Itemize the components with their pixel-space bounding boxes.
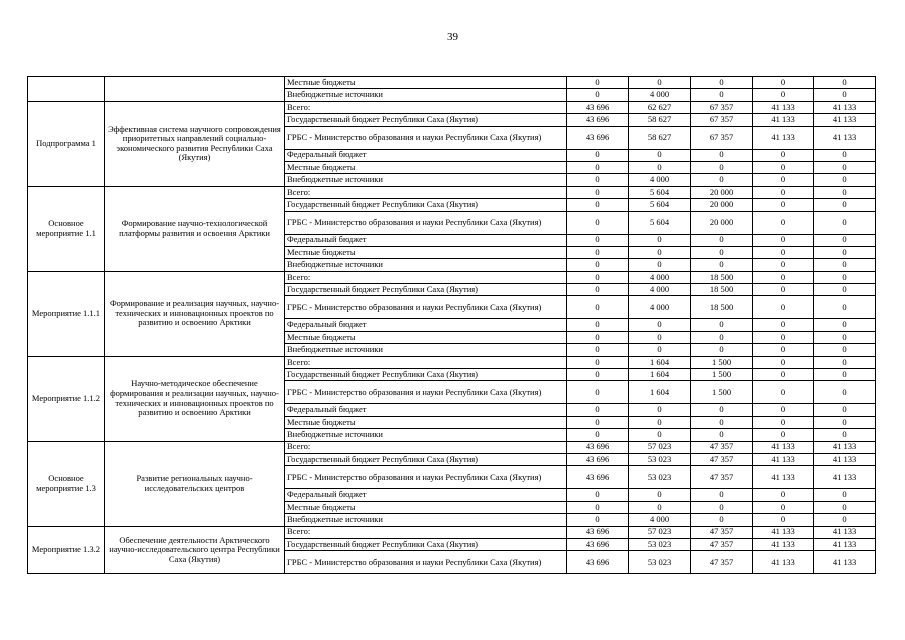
amount-cell: 4 000: [629, 174, 691, 186]
amount-cell: 58 627: [629, 126, 691, 149]
amount-cell: 0: [814, 174, 876, 186]
funding-source-cell: Всего:: [285, 101, 567, 113]
amount-cell: 0: [814, 501, 876, 513]
amount-cell: 0: [814, 186, 876, 198]
program-code-cell: Подпрограмма 1: [28, 101, 105, 186]
amount-cell: 41 133: [814, 114, 876, 126]
amount-cell: 41 133: [753, 441, 814, 453]
amount-cell: 0: [691, 501, 753, 513]
program-code-cell: Основное мероприятие 1.1: [28, 186, 105, 271]
amount-cell: 0: [814, 381, 876, 404]
amount-cell: 0: [567, 404, 629, 416]
funding-source-cell: Государственный бюджет Республики Саха (Якутия): [285, 199, 567, 211]
amount-cell: 0: [814, 161, 876, 173]
amount-cell: 0: [567, 319, 629, 331]
amount-cell: 58 627: [629, 114, 691, 126]
amount-cell: 0: [753, 404, 814, 416]
amount-cell: 0: [753, 284, 814, 296]
amount-cell: 0: [753, 89, 814, 101]
amount-cell: 0: [629, 344, 691, 356]
amount-cell: 41 133: [753, 551, 814, 574]
amount-cell: 41 133: [814, 526, 876, 538]
amount-cell: 0: [567, 501, 629, 513]
amount-cell: 0: [753, 199, 814, 211]
amount-cell: 0: [814, 319, 876, 331]
amount-cell: 1 604: [629, 356, 691, 368]
amount-cell: 0: [691, 89, 753, 101]
funding-source-cell: Государственный бюджет Республики Саха (Якутия): [285, 453, 567, 465]
funding-source-cell: Всего:: [285, 271, 567, 283]
funding-source-cell: ГРБС - Министерство образования и науки Республики Саха (Якутия): [285, 296, 567, 319]
amount-cell: 0: [567, 174, 629, 186]
funding-source-cell: Всего:: [285, 186, 567, 198]
amount-cell: 0: [814, 369, 876, 381]
amount-cell: 47 357: [691, 453, 753, 465]
amount-cell: 0: [567, 284, 629, 296]
amount-cell: 0: [691, 404, 753, 416]
funding-source-cell: Государственный бюджет Республики Саха (Якутия): [285, 369, 567, 381]
table-row: [28, 356, 876, 368]
amount-cell: 43 696: [567, 526, 629, 538]
funding-source-cell: Всего:: [285, 526, 567, 538]
funding-source-cell: Местные бюджеты: [285, 501, 567, 513]
amount-cell: 41 133: [753, 453, 814, 465]
amount-cell: 0: [814, 246, 876, 258]
amount-cell: 4 000: [629, 514, 691, 526]
table-row: [28, 186, 876, 198]
amount-cell: 0: [814, 211, 876, 234]
funding-source-cell: Местные бюджеты: [285, 416, 567, 428]
amount-cell: 62 627: [629, 101, 691, 113]
program-name-cell: [105, 77, 285, 102]
funding-source-cell: Государственный бюджет Республики Саха (Якутия): [285, 538, 567, 550]
amount-cell: 0: [753, 259, 814, 271]
funding-source-cell: Федеральный бюджет: [285, 149, 567, 161]
amount-cell: 0: [753, 356, 814, 368]
program-code-cell: Мероприятие 1.1.2: [28, 356, 105, 441]
amount-cell: 20 000: [691, 199, 753, 211]
amount-cell: 47 357: [691, 526, 753, 538]
amount-cell: 41 133: [814, 101, 876, 113]
amount-cell: 53 023: [629, 466, 691, 489]
funding-source-cell: Внебюджетные источники: [285, 174, 567, 186]
amount-cell: 0: [814, 404, 876, 416]
amount-cell: 0: [753, 489, 814, 501]
amount-cell: 1 604: [629, 381, 691, 404]
amount-cell: 0: [691, 149, 753, 161]
amount-cell: 0: [567, 161, 629, 173]
amount-cell: 0: [629, 429, 691, 441]
amount-cell: 0: [691, 319, 753, 331]
amount-cell: 0: [814, 429, 876, 441]
amount-cell: 41 133: [753, 466, 814, 489]
amount-cell: 43 696: [567, 453, 629, 465]
amount-cell: 0: [629, 489, 691, 501]
program-name-cell: Развитие региональных научно-исследовательских центров: [105, 441, 285, 526]
amount-cell: 0: [567, 259, 629, 271]
amount-cell: 43 696: [567, 101, 629, 113]
amount-cell: 0: [629, 77, 691, 89]
amount-cell: 43 696: [567, 126, 629, 149]
amount-cell: 18 500: [691, 284, 753, 296]
amount-cell: 4 000: [629, 89, 691, 101]
amount-cell: 0: [753, 77, 814, 89]
amount-cell: 0: [814, 234, 876, 246]
program-name-cell: Эффективная система научного сопровождения приоритетных направлений социально-экономического развития Республики Саха (Якутия): [105, 101, 285, 186]
amount-cell: 0: [567, 271, 629, 283]
table-row: [28, 101, 876, 113]
amount-cell: 47 357: [691, 441, 753, 453]
amount-cell: 0: [753, 161, 814, 173]
funding-source-cell: Государственный бюджет Республики Саха (Якутия): [285, 114, 567, 126]
amount-cell: 0: [814, 331, 876, 343]
amount-cell: 41 133: [753, 101, 814, 113]
amount-cell: 0: [753, 331, 814, 343]
amount-cell: 0: [814, 489, 876, 501]
amount-cell: 0: [814, 416, 876, 428]
amount-cell: 0: [753, 186, 814, 198]
amount-cell: 0: [567, 89, 629, 101]
amount-cell: 0: [814, 199, 876, 211]
program-name-cell: Формирование и реализация научных, научно-технических и инновационных проектов по развитию и освоению Арктики: [105, 271, 285, 356]
amount-cell: 67 357: [691, 114, 753, 126]
amount-cell: 57 023: [629, 441, 691, 453]
program-code-cell: Мероприятие 1.1.1: [28, 271, 105, 356]
amount-cell: 4 000: [629, 284, 691, 296]
amount-cell: 0: [691, 489, 753, 501]
amount-cell: 0: [753, 296, 814, 319]
amount-cell: 67 357: [691, 101, 753, 113]
amount-cell: 0: [567, 344, 629, 356]
program-code-cell: [28, 77, 105, 102]
amount-cell: 0: [814, 271, 876, 283]
amount-cell: 0: [753, 429, 814, 441]
amount-cell: 0: [629, 416, 691, 428]
amount-cell: 0: [691, 514, 753, 526]
amount-cell: 0: [567, 246, 629, 258]
funding-source-cell: Федеральный бюджет: [285, 489, 567, 501]
amount-cell: 0: [567, 186, 629, 198]
program-code-cell: Основное мероприятие 1.3: [28, 441, 105, 526]
amount-cell: 0: [814, 284, 876, 296]
amount-cell: 41 133: [814, 126, 876, 149]
amount-cell: 0: [567, 369, 629, 381]
amount-cell: 0: [567, 149, 629, 161]
program-code-cell: Мероприятие 1.3.2: [28, 526, 105, 574]
amount-cell: 41 133: [814, 538, 876, 550]
funding-source-cell: Внебюджетные источники: [285, 259, 567, 271]
amount-cell: 0: [691, 174, 753, 186]
amount-cell: 0: [567, 331, 629, 343]
amount-cell: 20 000: [691, 211, 753, 234]
amount-cell: 41 133: [814, 551, 876, 574]
amount-cell: 41 133: [753, 538, 814, 550]
funding-source-cell: Внебюджетные источники: [285, 344, 567, 356]
amount-cell: 0: [691, 234, 753, 246]
amount-cell: 47 357: [691, 551, 753, 574]
amount-cell: 0: [753, 319, 814, 331]
funding-source-cell: Внебюджетные источники: [285, 429, 567, 441]
amount-cell: 43 696: [567, 466, 629, 489]
amount-cell: 1 500: [691, 369, 753, 381]
amount-cell: 47 357: [691, 538, 753, 550]
program-name-cell: Обеспечение деятельности Арктического научно-исследовательского центра Республики Саха (Якутия): [105, 526, 285, 574]
amount-cell: 0: [567, 356, 629, 368]
amount-cell: 0: [691, 77, 753, 89]
program-name-cell: Научно-методическое обеспечение формирования и реализации научных, научно-технических и инновационных проектов по развитию и освоению Арктики: [105, 356, 285, 441]
amount-cell: 43 696: [567, 114, 629, 126]
amount-cell: 0: [814, 89, 876, 101]
amount-cell: 0: [753, 271, 814, 283]
amount-cell: 0: [629, 319, 691, 331]
funding-source-cell: Всего:: [285, 356, 567, 368]
funding-source-cell: Местные бюджеты: [285, 77, 567, 89]
amount-cell: 41 133: [814, 441, 876, 453]
amount-cell: 47 357: [691, 466, 753, 489]
funding-source-cell: Местные бюджеты: [285, 331, 567, 343]
amount-cell: 0: [567, 296, 629, 319]
amount-cell: 67 357: [691, 126, 753, 149]
amount-cell: 0: [753, 369, 814, 381]
amount-cell: 41 133: [753, 526, 814, 538]
funding-source-cell: Федеральный бюджет: [285, 234, 567, 246]
amount-cell: 0: [753, 211, 814, 234]
amount-cell: 0: [629, 161, 691, 173]
amount-cell: 5 604: [629, 186, 691, 198]
amount-cell: 5 604: [629, 199, 691, 211]
funding-source-cell: ГРБС - Министерство образования и науки Республики Саха (Якутия): [285, 126, 567, 149]
amount-cell: 43 696: [567, 538, 629, 550]
amount-cell: 0: [814, 344, 876, 356]
funding-source-cell: ГРБС - Министерство образования и науки Республики Саха (Якутия): [285, 211, 567, 234]
funding-source-cell: Всего:: [285, 441, 567, 453]
amount-cell: 53 023: [629, 538, 691, 550]
funding-source-cell: ГРБС - Министерство образования и науки Республики Саха (Якутия): [285, 551, 567, 574]
amount-cell: 0: [814, 514, 876, 526]
amount-cell: 4 000: [629, 296, 691, 319]
amount-cell: 41 133: [814, 453, 876, 465]
amount-cell: 0: [567, 199, 629, 211]
table-row: [28, 526, 876, 538]
table-body: [28, 77, 876, 574]
amount-cell: 0: [814, 259, 876, 271]
amount-cell: 0: [691, 259, 753, 271]
funding-source-cell: Государственный бюджет Республики Саха (Якутия): [285, 284, 567, 296]
amount-cell: 0: [753, 344, 814, 356]
amount-cell: 0: [814, 149, 876, 161]
funding-source-cell: Внебюджетные источники: [285, 89, 567, 101]
amount-cell: 0: [691, 331, 753, 343]
table-row: [28, 77, 876, 89]
amount-cell: 0: [629, 404, 691, 416]
amount-cell: 0: [753, 246, 814, 258]
funding-source-cell: Местные бюджеты: [285, 246, 567, 258]
amount-cell: 0: [629, 501, 691, 513]
amount-cell: 0: [753, 381, 814, 404]
amount-cell: 0: [567, 211, 629, 234]
amount-cell: 53 023: [629, 551, 691, 574]
amount-cell: 0: [629, 246, 691, 258]
budget-table: [27, 76, 876, 574]
amount-cell: 0: [814, 77, 876, 89]
amount-cell: 41 133: [753, 126, 814, 149]
amount-cell: 0: [753, 514, 814, 526]
amount-cell: 0: [753, 416, 814, 428]
amount-cell: 1 500: [691, 381, 753, 404]
amount-cell: 57 023: [629, 526, 691, 538]
amount-cell: 0: [629, 149, 691, 161]
funding-source-cell: ГРБС - Министерство образования и науки Республики Саха (Якутия): [285, 466, 567, 489]
amount-cell: 0: [567, 429, 629, 441]
amount-cell: 0: [567, 77, 629, 89]
amount-cell: 0: [753, 501, 814, 513]
amount-cell: 18 500: [691, 271, 753, 283]
amount-cell: 0: [814, 296, 876, 319]
amount-cell: 0: [629, 234, 691, 246]
amount-cell: 20 000: [691, 186, 753, 198]
amount-cell: 43 696: [567, 551, 629, 574]
amount-cell: 0: [691, 429, 753, 441]
amount-cell: 0: [567, 381, 629, 404]
amount-cell: 1 500: [691, 356, 753, 368]
amount-cell: 0: [567, 234, 629, 246]
amount-cell: 5 604: [629, 211, 691, 234]
amount-cell: 53 023: [629, 453, 691, 465]
amount-cell: 0: [567, 416, 629, 428]
amount-cell: 0: [691, 161, 753, 173]
amount-cell: 0: [753, 174, 814, 186]
amount-cell: 0: [753, 234, 814, 246]
amount-cell: 1 604: [629, 369, 691, 381]
amount-cell: 0: [691, 344, 753, 356]
amount-cell: 41 133: [814, 466, 876, 489]
table-row: [28, 441, 876, 453]
program-name-cell: Формирование научно-технологической платформы развития и освоения Арктики: [105, 186, 285, 271]
amount-cell: 0: [629, 331, 691, 343]
amount-cell: 4 000: [629, 271, 691, 283]
amount-cell: 43 696: [567, 441, 629, 453]
amount-cell: 0: [753, 149, 814, 161]
amount-cell: 0: [691, 246, 753, 258]
amount-cell: 0: [567, 514, 629, 526]
amount-cell: 0: [691, 416, 753, 428]
amount-cell: 0: [629, 259, 691, 271]
funding-source-cell: Федеральный бюджет: [285, 319, 567, 331]
funding-source-cell: Местные бюджеты: [285, 161, 567, 173]
amount-cell: 41 133: [753, 114, 814, 126]
page-number: 39: [447, 31, 458, 43]
amount-cell: 18 500: [691, 296, 753, 319]
funding-source-cell: ГРБС - Министерство образования и науки Республики Саха (Якутия): [285, 381, 567, 404]
funding-source-cell: Внебюджетные источники: [285, 514, 567, 526]
funding-source-cell: Федеральный бюджет: [285, 404, 567, 416]
table-row: [28, 271, 876, 283]
amount-cell: 0: [814, 356, 876, 368]
amount-cell: 0: [567, 489, 629, 501]
